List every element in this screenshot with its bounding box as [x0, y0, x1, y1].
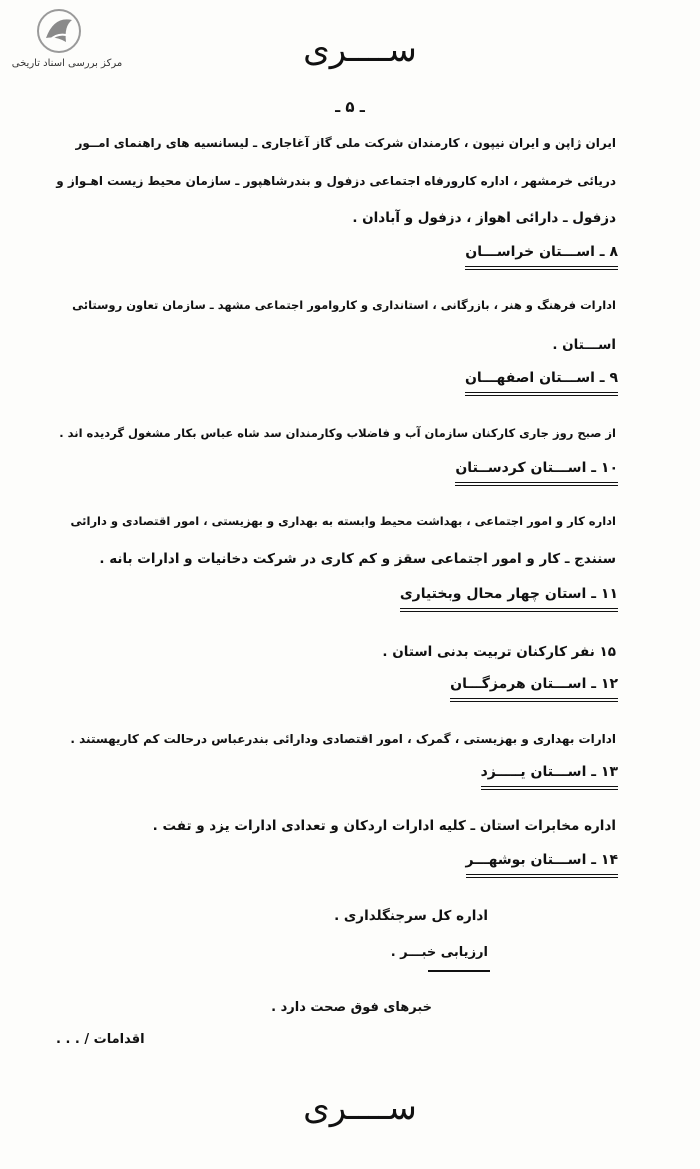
page-number: ـ ۵ ـ — [335, 98, 365, 116]
section-heading-kurdistan: ۱۰ ـ اســـتان کردســتان — [455, 460, 618, 486]
archive-logo — [6, 8, 124, 70]
section-heading-hormozgan: ۱۲ ـ اســـتان هرمزگـــان — [450, 676, 618, 702]
classification-stamp-top: ســــری — [303, 30, 417, 70]
body-line: اداره مخابرات استان ـ کلیه ادارات اردکان و تعدادی ادارات یزد و تفت . — [152, 818, 616, 834]
body-line: دریائی خرمشهر ، اداره کارورفاه اجتماعی دزفول و بندرشاهپور ـ سازمان محیط زیست اهـواز و — [56, 174, 616, 188]
body-line: اداره کل سرجنگلداری . — [334, 908, 488, 924]
section-heading-yazd: ۱۳ ـ اســـتان یـــــزد — [481, 764, 618, 790]
archive-org-name: مرکز بررسی اسناد تاریخی — [11, 58, 123, 69]
body-line: از صبح روز جاری کارکنان سازمان آب و فاضلاب وکارمندان سد شاه عباس بکار مشغول گردیده اند . — [59, 426, 616, 440]
evaluation-underline — [428, 970, 490, 972]
body-line: ادارات بهداری و بهزیستی ، گمرک ، امور اقتصادی ودارائی بندرعباس درحالت کم کاریهستند . — [70, 732, 616, 746]
news-evaluation-label: ارزیابی خبـــر . — [390, 945, 488, 960]
document-archive-logo-icon — [36, 8, 82, 54]
body-line: سنندج ـ کار و امور اجتماعی سقز و کم کاری در شرکت دخانیات و ادارات بانه . — [99, 551, 616, 567]
section-heading-khorasan: ۸ ـ اســـتان خراســـان — [465, 244, 618, 270]
actions-label: اقدامات / . . . — [56, 1032, 145, 1047]
body-line: اداره کار و امور اجتماعی ، بهداشت محیط وابسته به بهداری و بهزیستی ، امور اقتصادی و دارائی — [70, 514, 616, 528]
body-line: دزفول ـ دارائی اهواز ، دزفول و آبادان . — [352, 210, 616, 226]
body-line: ادارات فرهنگ و هنر ، بازرگانی ، استانداری و کاروامور اجتماعی مشهد ـ سازمان تعاون روستائی — [72, 298, 616, 312]
body-line: ایران ژاپن و ایران نیپون ، کارمندان شرکت ملی گاز آغاجاری ـ لیسانسیه های راهنمای امــور — [75, 136, 616, 150]
section-heading-isfahan: ۹ ـ اســـتان اصفهـــان — [465, 370, 618, 396]
section-heading-chaharmahal: ۱۱ ـ استان چهار محال وبختیاری — [400, 586, 618, 612]
validity-note: خبرهای فوق صحت دارد . — [271, 1000, 432, 1015]
classification-stamp-bottom: ســــری — [303, 1088, 417, 1128]
body-line: ۱۵ نفر کارکنان تربیت بدنی استان . — [382, 644, 616, 660]
body-line: اســـتان . — [552, 337, 616, 353]
section-heading-bushehr: ۱۴ ـ اســـتان بوشهـــر — [466, 852, 618, 878]
